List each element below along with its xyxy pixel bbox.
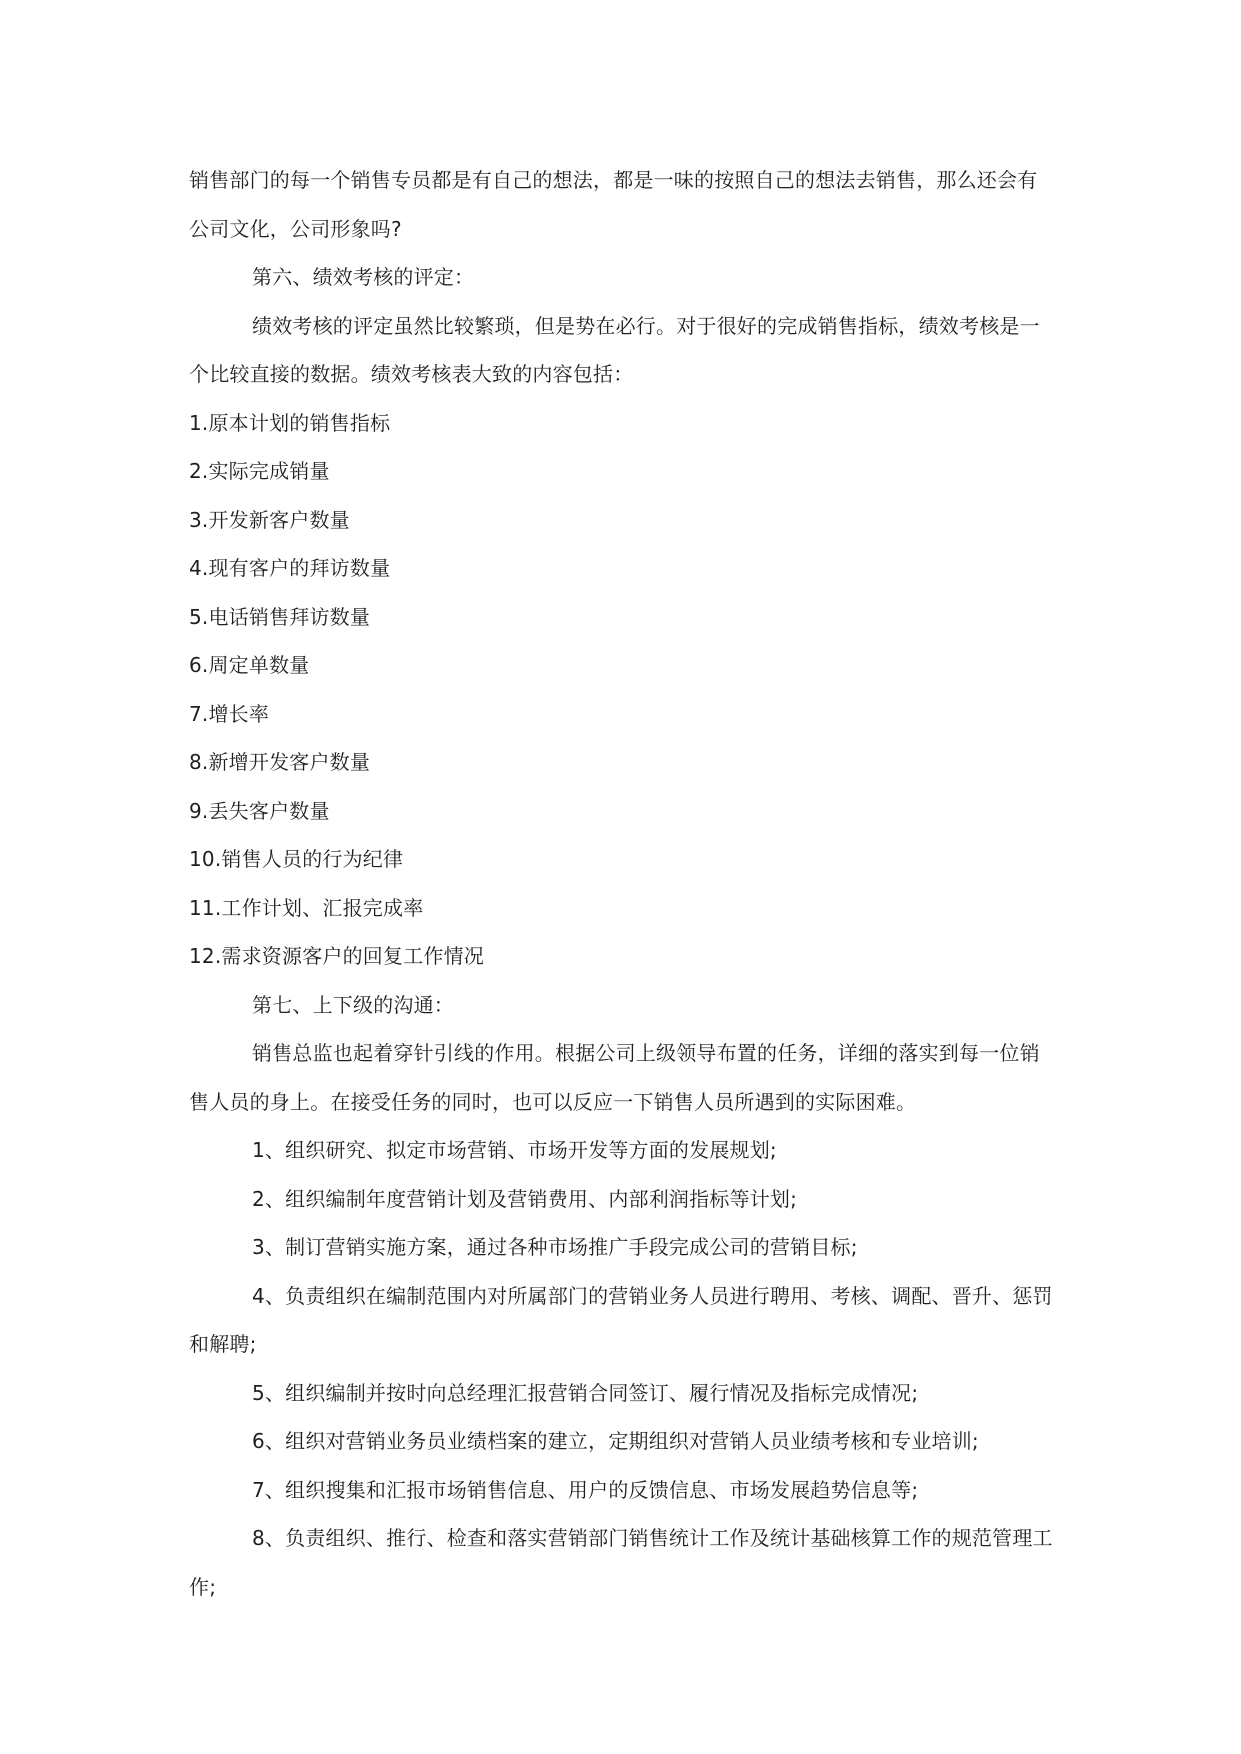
duty-item: 7、组织搜集和汇报市场销售信息、用户的反馈信息、市场发展趋势信息等; [252,1477,919,1502]
duty-item: 4、负责组织在编制范围内对所属部门的营销业务人员进行聘用、考核、调配、晋升、惩罚和解聘; [189,1283,1053,1356]
duty-item: 8、负责组织、推行、检查和落实营销部门销售统计工作及统计基础核算工作的规范管理工作; [189,1526,1053,1599]
paragraph-performance-intro: 绩效考核的评定虽然比较繁琐，但是势在必行。对于很好的完成销售指标，绩效考核是一个比较直接的数据。绩效考核表大致的内容包括： [189,313,1040,386]
list-item: 2.实际完成销量 [189,459,330,483]
list-item: 4.现有客户的拜访数量 [189,556,391,580]
section-heading-performance: 第六、绩效考核的评定： [252,265,475,289]
list-item: 5.电话销售拜访数量 [189,604,371,629]
paragraph-company-culture: 销售部门的每一个销售专员都是有自己的想法，都是一味的按照自己的想法去销售，那么还会有公司文化，公司形象吗? [189,168,1038,241]
duty-item: 5、组织编制并按时向总经理汇报营销合同签订、履行情况及指标完成情况; [252,1380,919,1405]
paragraph-communication-intro: 销售总监也起着穿针引线的作用。根据公司上级领导布置的任务，详细的落实到每一位销售人员的身上。在接受任务的同时，也可以反应一下销售人员所遇到的实际困难。 [189,1041,1040,1114]
section-heading-communication: 第七、上下级的沟通： [252,992,454,1017]
list-item: 3.开发新客户数量 [189,507,350,532]
list-item: 7.增长率 [189,701,270,726]
document-body [189,156,1053,1611]
duty-item: 6、组织对营销业务员业绩档案的建立，定期组织对营销人员业绩考核和专业培训; [252,1429,979,1453]
list-item: 9.丢失客户数量 [189,798,330,823]
list-item: 11.工作计划、汇报完成率 [189,895,424,920]
list-item: 1.原本计划的销售指标 [189,410,391,435]
list-item: 6.周定单数量 [189,653,310,677]
duty-item: 1、组织研究、拟定市场营销、市场开发等方面的发展规划; [252,1138,777,1162]
list-item: 10.销售人员的行为纪律 [189,847,404,871]
list-item: 12.需求资源客户的回复工作情况 [189,944,485,968]
list-item: 8.新增开发客户数量 [189,750,371,774]
duty-item: 2、组织编制年度营销计划及营销费用、内部利润指标等计划; [252,1186,798,1211]
duty-item: 3、制订营销实施方案，通过各种市场推广手段完成公司的营销目标; [252,1235,858,1259]
